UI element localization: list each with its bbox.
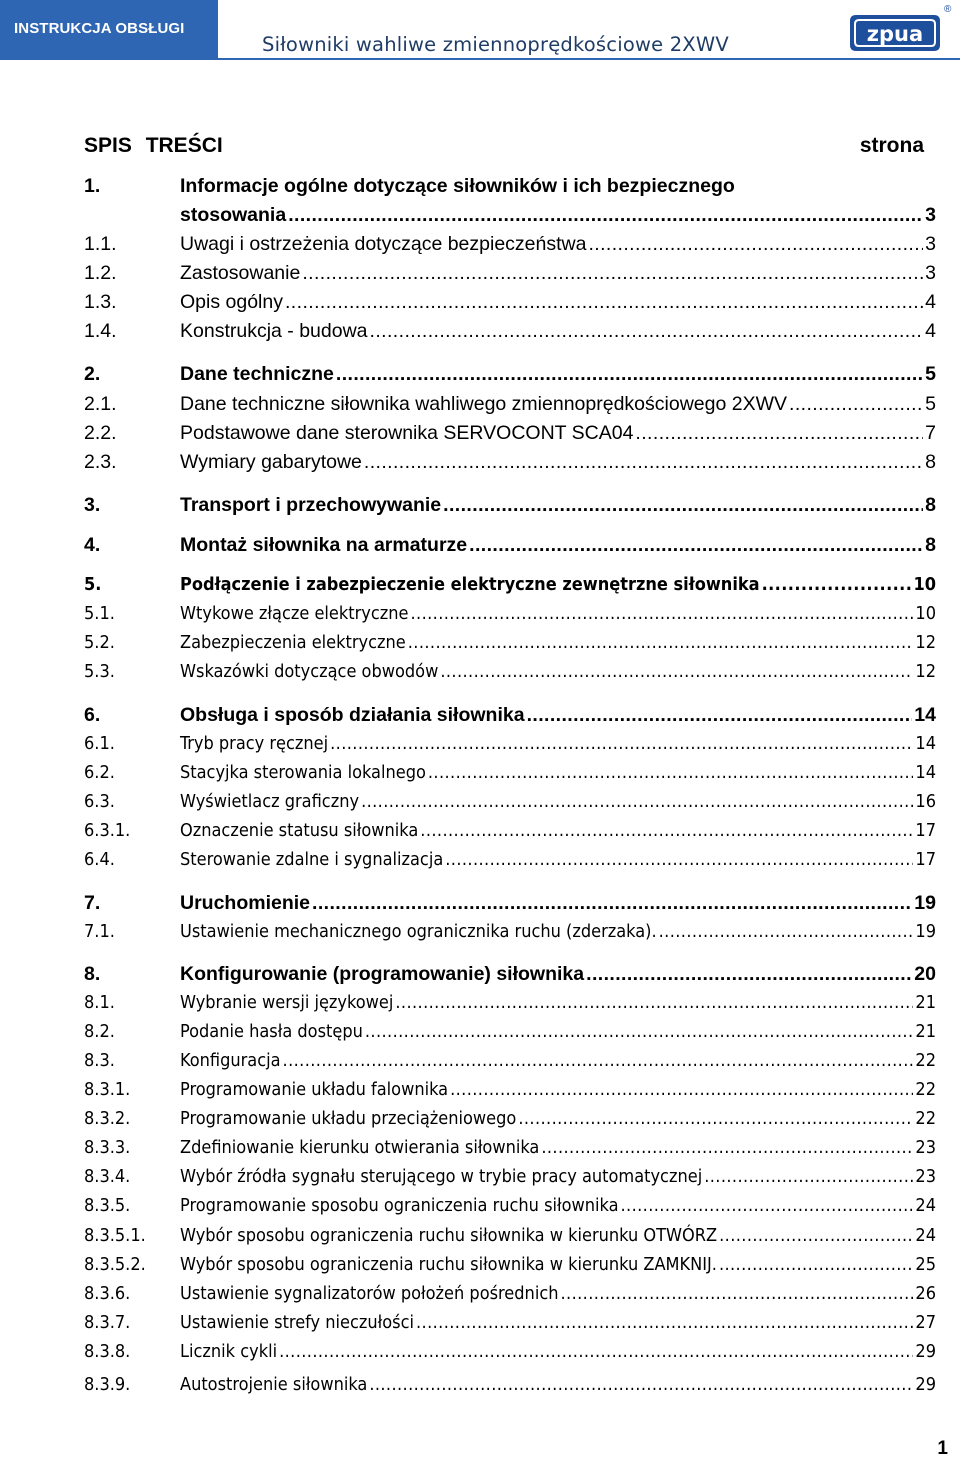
toc-leader-dots bbox=[467, 532, 923, 558]
toc-entry-title: Opis ogólny bbox=[180, 291, 283, 313]
toc-entry-1-line2[interactable]: stosowania ..... 3 bbox=[84, 202, 936, 228]
toc-entry-page: 3 bbox=[925, 262, 936, 284]
toc-entry-page: 22 bbox=[915, 1079, 936, 1100]
toc-entry[interactable] bbox=[84, 1106, 936, 1132]
toc-leader-dots bbox=[657, 919, 914, 945]
toc-leader-dots bbox=[328, 731, 913, 757]
toc-leader-dots bbox=[363, 1019, 914, 1045]
toc-entry-title: Ustawienie sygnalizatorów położeń pośrednich bbox=[180, 1283, 559, 1304]
toc-entry-number: 8.2. bbox=[84, 1021, 115, 1042]
toc-entry-page: 29 bbox=[915, 1341, 936, 1362]
toc-entry-number: 3. bbox=[84, 494, 101, 516]
toc-entry-title: Dane techniczne bbox=[180, 363, 334, 385]
toc-entry-title: Konstrukcja - budowa bbox=[180, 320, 368, 342]
toc-entry[interactable] bbox=[84, 1135, 936, 1161]
toc-entry-title: Licznik cykli bbox=[180, 1341, 278, 1362]
toc-entry-page: 29 bbox=[915, 1374, 936, 1395]
toc-leader-dots bbox=[559, 1281, 914, 1307]
toc-entry-page: 5 bbox=[925, 363, 936, 385]
toc-leader-dots bbox=[702, 1164, 913, 1190]
toc-entry[interactable] bbox=[84, 318, 936, 344]
toc-entry-page: 12 bbox=[915, 661, 936, 682]
toc-entry[interactable] bbox=[84, 1223, 936, 1249]
toc-entry-title: Wymiary gabarytowe bbox=[180, 451, 362, 473]
toc-entry[interactable] bbox=[84, 919, 936, 945]
toc-entry-page: 21 bbox=[915, 992, 936, 1013]
toc-entry[interactable] bbox=[84, 601, 936, 627]
toc-entry-number: 8.3. bbox=[84, 1050, 115, 1071]
toc-entry-number: 7. bbox=[84, 892, 101, 914]
toc-leader-dots bbox=[283, 289, 923, 315]
toc-leader-dots bbox=[367, 1372, 913, 1398]
toc-entry[interactable] bbox=[84, 630, 936, 656]
toc-leader-dots bbox=[525, 702, 913, 728]
toc-entry-title: Ustawienie mechanicznego ogranicznika ruchu (zderzaka). bbox=[180, 921, 657, 942]
document-type-label: INSTRUKCJA OBSŁUGI bbox=[0, 0, 218, 60]
toc-leader-dots bbox=[443, 847, 913, 873]
toc-entry-number: 8.3.3. bbox=[84, 1137, 131, 1158]
toc-leader-dots bbox=[418, 818, 913, 844]
toc-entry[interactable] bbox=[84, 391, 936, 417]
toc-entry-page: 22 bbox=[915, 1108, 936, 1129]
toc-entry-number: 2.1. bbox=[84, 393, 117, 415]
toc-leader-dots bbox=[438, 659, 913, 685]
toc-entry-page: 14 bbox=[915, 762, 936, 783]
toc-entry-number: 8. bbox=[84, 963, 101, 985]
toc-entry-page: 14 bbox=[914, 704, 936, 726]
toc-entry[interactable] bbox=[84, 1077, 936, 1103]
toc-entry-title: Transport i przechowywanie bbox=[180, 494, 442, 516]
toc-entry-number: 5. bbox=[84, 574, 102, 595]
toc-entry-title: Wybór sposobu ograniczenia ruchu siłownika w kierunku ZAMKNIJ. bbox=[180, 1254, 717, 1275]
toc-entry-number: 7.1. bbox=[84, 921, 115, 942]
toc-entry-title: Konfigurowanie (programowanie) siłownika bbox=[180, 963, 585, 985]
toc-entry-page: 24 bbox=[915, 1195, 936, 1216]
svg-text:zpua: zpua bbox=[866, 22, 924, 46]
toc-entry[interactable] bbox=[84, 532, 936, 558]
toc-entry-page: 27 bbox=[915, 1312, 936, 1333]
toc-entry[interactable] bbox=[84, 231, 936, 257]
toc-entry[interactable] bbox=[84, 420, 936, 446]
toc-entry-page: 26 bbox=[915, 1283, 936, 1304]
toc-entry-number: 8.3.5.2. bbox=[84, 1254, 146, 1275]
toc-leader-dots bbox=[310, 890, 912, 916]
toc-entry-title: Autostrojenie siłownika bbox=[180, 1374, 368, 1395]
toc-entry-title: Uruchomienie bbox=[180, 892, 311, 914]
toc-leader-dots bbox=[584, 961, 912, 987]
toc-leader-dots bbox=[414, 1310, 913, 1336]
toc-leader-dots bbox=[516, 1106, 913, 1132]
toc-entry-title: Sterowanie zdalne i sygnalizacja bbox=[180, 849, 444, 870]
toc-entry-title: Konfiguracja bbox=[180, 1050, 281, 1071]
toc-entry-title: Uwagi i ostrzeżenia dotyczące bezpieczeństwa bbox=[180, 233, 587, 255]
registered-mark: ® bbox=[944, 4, 952, 15]
toc-entry[interactable] bbox=[84, 789, 936, 815]
toc-entry[interactable] bbox=[84, 702, 936, 728]
toc-entry-number: 1.2. bbox=[84, 262, 117, 284]
toc-entry-number: 8.3.7. bbox=[84, 1312, 131, 1333]
toc-entry-page: 10 bbox=[915, 603, 936, 624]
toc-leader-dots bbox=[633, 420, 923, 446]
toc-entry-number: 8.3.9. bbox=[84, 1374, 131, 1395]
toc-entry-number: 1.4. bbox=[84, 320, 117, 342]
toc-entry[interactable] bbox=[84, 1310, 936, 1336]
toc-entry-title: Zastosowanie bbox=[180, 262, 301, 284]
toc-entry-title: Programowanie układu przeciążeniowego bbox=[180, 1108, 517, 1129]
toc-entry-number: 8.3.8. bbox=[84, 1341, 131, 1362]
toc-entry[interactable] bbox=[84, 1164, 936, 1190]
toc-entry-title: Wybór sposobu ograniczenia ruchu siłownika w kierunku OTWÓRZ bbox=[180, 1225, 718, 1246]
toc-entry-number: 8.3.4. bbox=[84, 1166, 131, 1187]
toc-leader-dots bbox=[441, 492, 923, 518]
toc-leader-dots bbox=[619, 1193, 914, 1219]
toc-entry[interactable] bbox=[84, 1339, 936, 1365]
toc-leader-dots bbox=[448, 1077, 913, 1103]
toc-entry[interactable] bbox=[84, 1048, 936, 1074]
toc-entry-page: 8 bbox=[925, 534, 936, 556]
toc-entry-title: Tryb pracy ręcznej bbox=[180, 733, 329, 754]
toc-entry[interactable] bbox=[84, 492, 936, 518]
toc-entry-page: 19 bbox=[915, 921, 936, 942]
zpua-logo bbox=[848, 12, 942, 54]
toc-entry-title: Wtykowe złącze elektryczne bbox=[180, 603, 409, 624]
toc-leader-dots bbox=[717, 1252, 913, 1278]
toc-entry[interactable] bbox=[84, 659, 936, 685]
toc-entry-number: 2.3. bbox=[84, 451, 117, 473]
toc-entry[interactable] bbox=[84, 449, 936, 475]
toc-entry-page: 8 bbox=[925, 494, 936, 516]
toc-entry[interactable] bbox=[84, 1193, 936, 1219]
toc-entry-page: 20 bbox=[914, 963, 936, 985]
toc-entry[interactable] bbox=[84, 890, 936, 916]
toc-entry[interactable] bbox=[84, 260, 936, 286]
toc-entry-page: 5 bbox=[925, 393, 936, 415]
toc-entry-number: 1.3. bbox=[84, 291, 117, 313]
toc-entry-number: 6.3.1. bbox=[84, 820, 131, 841]
toc-entry-number: 2.2. bbox=[84, 422, 117, 444]
toc-entry-page: 21 bbox=[915, 1021, 936, 1042]
document-title: Siłowniki wahliwe zmiennoprędkościowe 2XWV bbox=[262, 33, 729, 56]
toc-entry-number: 5.3. bbox=[84, 661, 115, 682]
toc-entry[interactable] bbox=[84, 572, 936, 598]
toc-entry[interactable] bbox=[84, 760, 936, 786]
toc-entry-number: 6. bbox=[84, 704, 101, 726]
toc-entry-page: 7 bbox=[925, 422, 936, 444]
toc-entry[interactable] bbox=[84, 961, 936, 987]
toc-entry-title: Podstawowe dane sterownika SERVOCONT SCA04 bbox=[180, 422, 634, 444]
toc-entry-page: 17 bbox=[915, 820, 936, 841]
toc-leader-dots bbox=[406, 630, 914, 656]
toc-leader-dots bbox=[300, 260, 923, 286]
toc-leader-dots bbox=[539, 1135, 913, 1161]
toc-entry-page: 24 bbox=[915, 1225, 936, 1246]
page-number: 1 bbox=[937, 1438, 948, 1459]
toc-entry[interactable] bbox=[84, 990, 936, 1016]
toc-entry-number: 6.3. bbox=[84, 791, 115, 812]
toc-leader-dots bbox=[281, 1048, 914, 1074]
toc-leader-dots bbox=[393, 990, 913, 1016]
toc-entry-page: 14 bbox=[915, 733, 936, 754]
toc-entry-number: 6.2. bbox=[84, 762, 115, 783]
toc-entry-title: Dane techniczne siłownika wahliwego zmiennoprędkościowego 2XWV bbox=[180, 393, 787, 415]
toc-entry-title: Wskazówki dotyczące obwodów bbox=[180, 661, 439, 682]
toc-entry-page: 3 bbox=[925, 233, 936, 255]
toc-entry[interactable] bbox=[84, 361, 936, 387]
toc-entry-title: Oznaczenie statusu siłownika bbox=[180, 820, 419, 841]
toc-entry-number: 8.3.6. bbox=[84, 1283, 131, 1304]
toc-leader-dots bbox=[426, 760, 914, 786]
toc-entry-number: 8.3.5. bbox=[84, 1195, 131, 1216]
toc-entry-page: 25 bbox=[915, 1254, 936, 1275]
toc-entry-1-line1[interactable]: 1. Informacje ogólne dotyczące siłowników i ich bezpiecznego bbox=[84, 175, 735, 197]
toc-entry-title: Wybranie wersji językowej bbox=[180, 992, 394, 1013]
toc-entry-title: Podanie hasła dostępu bbox=[180, 1021, 363, 1042]
toc-entry[interactable] bbox=[84, 1281, 936, 1307]
toc-entry-number: 8.3.2. bbox=[84, 1108, 131, 1129]
toc-leader-dots bbox=[362, 449, 923, 475]
toc-leader-dots bbox=[787, 391, 923, 417]
toc-entry[interactable] bbox=[84, 731, 936, 757]
toc-entry-page: 23 bbox=[915, 1166, 936, 1187]
toc-entry-number: 1.1. bbox=[84, 233, 117, 255]
page-column-label: strona bbox=[859, 134, 924, 157]
toc-entry-number: 5.1. bbox=[84, 603, 115, 624]
toc-entry-page: 19 bbox=[914, 892, 936, 914]
toc-entry-number: 6.1. bbox=[84, 733, 115, 754]
toc-entry-number: 5.2. bbox=[84, 632, 115, 653]
toc-entry-page: 16 bbox=[915, 791, 936, 812]
toc-entry-number: 6.4. bbox=[84, 849, 115, 870]
toc-leader-dots bbox=[586, 231, 923, 257]
toc-entry-page: 4 bbox=[925, 291, 936, 313]
toc-leader-dots bbox=[760, 572, 912, 598]
toc-heading-row bbox=[84, 134, 924, 158]
toc-entry-title: Obsługa i sposób działania siłownika bbox=[180, 704, 525, 726]
toc-leader-dots bbox=[277, 1339, 913, 1365]
page-header bbox=[0, 0, 960, 66]
toc-entry-number: 8.3.1. bbox=[84, 1079, 131, 1100]
toc-entry[interactable] bbox=[84, 818, 936, 844]
toc-entry[interactable] bbox=[84, 1019, 936, 1045]
toc-entry-page: 22 bbox=[915, 1050, 936, 1071]
toc-entry-page: 12 bbox=[915, 632, 936, 653]
toc-entry-title: Programowanie sposobu ograniczenia ruchu siłownika bbox=[180, 1195, 619, 1216]
toc-entry-number: 8.3.5.1. bbox=[84, 1225, 146, 1246]
toc-leader-dots bbox=[368, 318, 924, 344]
toc-entry-title: Montaż siłownika na armaturze bbox=[180, 534, 468, 556]
toc-entry-page: 17 bbox=[915, 849, 936, 870]
toc-entry-title: Wybór źródła sygnału sterującego w trybie pracy automatycznej bbox=[180, 1166, 703, 1187]
toc-entry[interactable] bbox=[84, 289, 936, 315]
toc-entry[interactable] bbox=[84, 847, 936, 873]
toc-leader-dots bbox=[717, 1223, 913, 1249]
toc-heading: SPIS TREŚCI bbox=[84, 134, 223, 157]
toc-entry-page: 10 bbox=[913, 574, 936, 595]
toc-entry-page: 4 bbox=[925, 320, 936, 342]
toc-entry-number: 8.1. bbox=[84, 992, 115, 1013]
toc-leader-dots bbox=[359, 789, 913, 815]
toc-entry-title: Zabezpieczenia elektryczne bbox=[180, 632, 406, 653]
toc-entry-title: Programowanie układu falownika bbox=[180, 1079, 449, 1100]
toc-entry[interactable] bbox=[84, 1372, 936, 1398]
toc-entry-title: Ustawienie strefy nieczułości bbox=[180, 1312, 414, 1333]
toc-leader-dots bbox=[334, 361, 923, 387]
toc-entry-page: 23 bbox=[915, 1137, 936, 1158]
toc-entry-title: Podłączenie i zabezpieczenie elektryczne zewnętrzne siłownika bbox=[180, 574, 760, 595]
toc-entry-title: Zdefiniowanie kierunku otwierania siłownika bbox=[180, 1137, 540, 1158]
toc-entry-number: 4. bbox=[84, 534, 101, 556]
toc-leader-dots bbox=[409, 601, 914, 627]
toc-entry-title: Stacyjka sterowania lokalnego bbox=[180, 762, 426, 783]
toc-entry-title: Wyświetlacz graficzny bbox=[180, 791, 360, 812]
toc-entry-number: 2. bbox=[84, 363, 101, 385]
toc-entry-page: 8 bbox=[925, 451, 936, 473]
toc-entry[interactable] bbox=[84, 1252, 936, 1278]
